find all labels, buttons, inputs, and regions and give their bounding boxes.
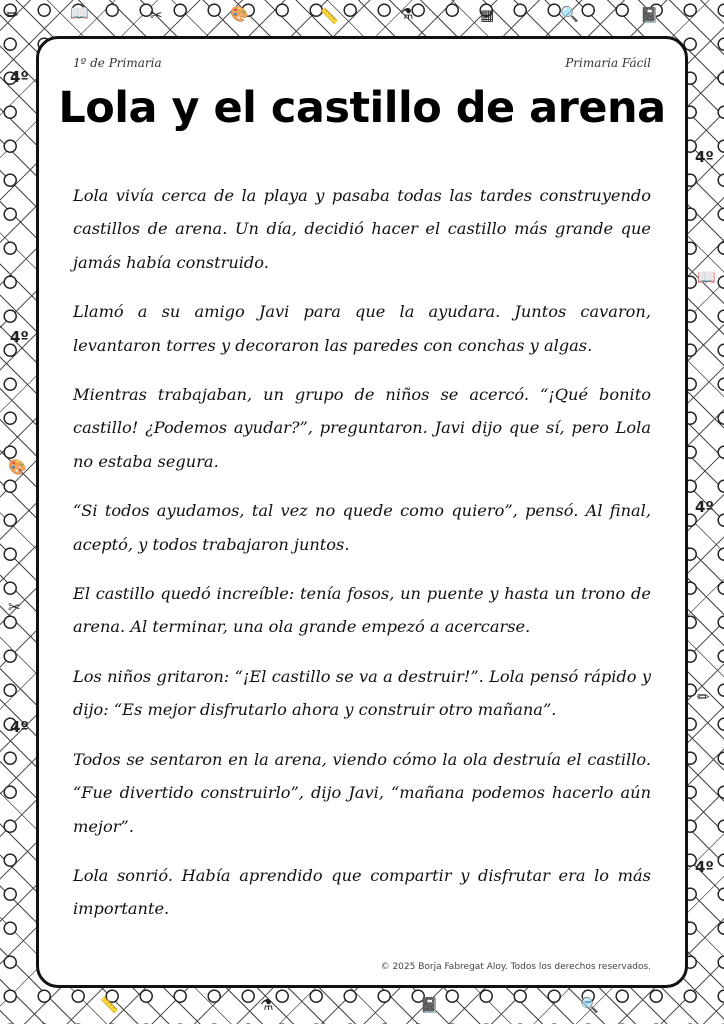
- story-paragraph: El castillo quedó increíble: tenía fosos, un puente y hasta un trono de arena. Al terminar, una ola grande empezó a acercarse.: [73, 584, 651, 637]
- book-icon: 📖: [70, 4, 89, 22]
- story-paragraph: Lola sonrió. Había aprendido que compartir y disfrutar era lo más importante.: [73, 865, 651, 919]
- book-icon: 📖: [697, 268, 716, 286]
- story-paragraph: Mientras trabajaban, un grupo de niños se acercó. “¡Qué bonito castillo! ¿Podemos ayudar?”, preguntaron. Javi dijo que sí, pero Lola no estaba segura.: [73, 385, 651, 471]
- scissors-icon: ✂: [150, 6, 163, 24]
- magnifier-icon: 🔍: [560, 5, 579, 23]
- brand-label: Primaria Fácil: [565, 56, 651, 70]
- story-paragraph: Todos se sentaron en la arena, viendo cómo la ola destruía el castillo. “Fue divertido construirlo”, dijo Javi, “mañana podemos hacerlo aún mejor”.: [73, 749, 651, 836]
- scissors-icon: ✂: [8, 598, 21, 616]
- story-paragraph: Los niños gritaron: “¡El castillo se va a destruir!”. Lola pensó rápido y dijo: “Es mejor disfrutarlo ahora y construir otro mañana”.: [73, 666, 651, 720]
- pencil-icon: ✏: [697, 688, 710, 706]
- story-body: [73, 179, 651, 942]
- story-paragraph: Llamó a su amigo Javi para que la ayudara. Juntos cavaron, levantaron torres y decoraron las paredes con conchas y algas.: [73, 302, 651, 355]
- copyright-footer: © 2025 Borja Fabregat Aloy. Todos los derechos reservados.: [380, 962, 651, 972]
- palette-icon: 🎨: [230, 5, 249, 23]
- worksheet-card: [36, 36, 688, 988]
- story-title: Lola y el castillo de arena: [58, 83, 666, 133]
- story-paragraph: Lola vivía cerca de la playa y pasaba todas las tardes construyendo castillos de arena. Un día, decidió hacer el castillo más grande que jamás había construido.: [73, 186, 651, 272]
- palette-icon: 🎨: [8, 458, 27, 476]
- flask-icon: ⚗: [260, 996, 274, 1014]
- notebook-icon: 📓: [420, 996, 439, 1014]
- story-paragraph: “Si todos ayudamos, tal vez no quede como quiero”, pensó. Al final, aceptó, y todos trabajaron juntos.: [73, 501, 651, 554]
- grade-badge-icon: 4º: [10, 328, 29, 346]
- flask-icon: ⚗: [400, 5, 414, 23]
- pencil-icon: ✏: [6, 6, 19, 24]
- ruler-icon: 📏: [100, 996, 119, 1014]
- calculator-icon: ▦: [480, 6, 495, 24]
- notebook-icon: 📓: [640, 6, 659, 24]
- magnifier-icon: 🔍: [580, 996, 599, 1014]
- grade-badge-icon: 4º: [695, 148, 714, 166]
- grade-label: 1º de Primaria: [73, 56, 162, 70]
- grade-badge-icon: 4º: [10, 68, 29, 86]
- grade-badge-icon: 4º: [10, 718, 29, 736]
- ruler-icon: 📏: [320, 7, 339, 25]
- grade-badge-icon: 4º: [695, 498, 714, 516]
- grade-badge-icon: 4º: [695, 858, 714, 876]
